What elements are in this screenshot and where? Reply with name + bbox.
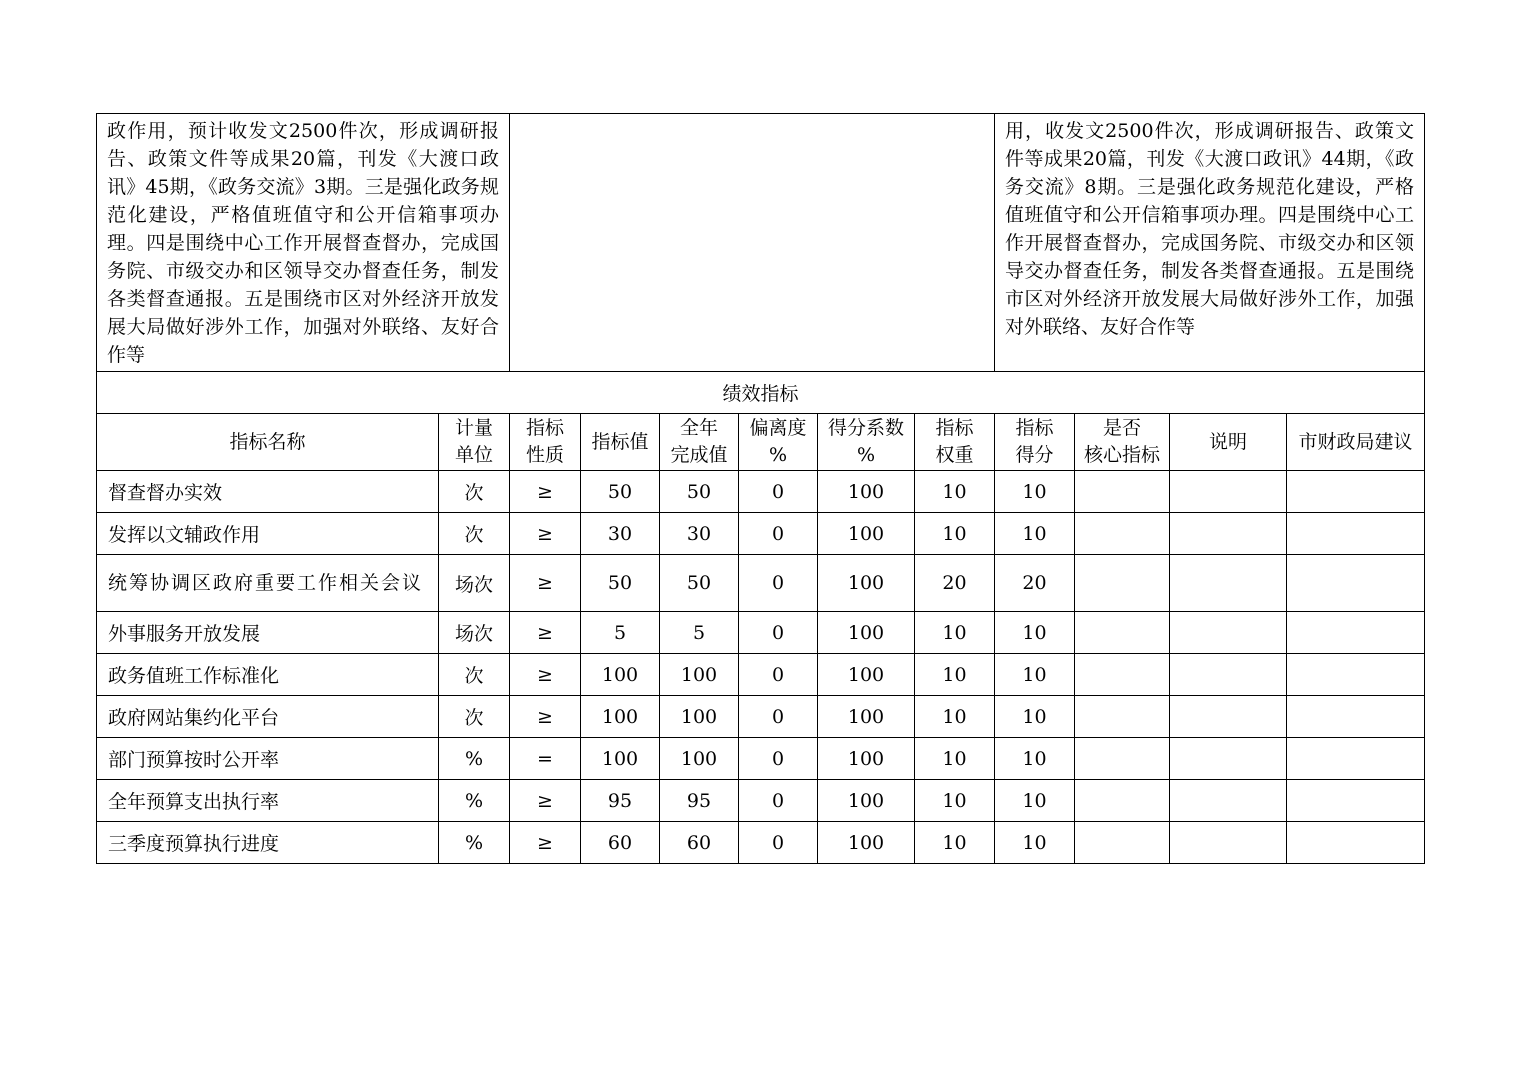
header-weight: 指标 权重 (915, 414, 995, 471)
core-cell (1075, 780, 1170, 822)
indicator-name: 发挥以文辅政作用 (97, 513, 439, 555)
nature-cell: ≥ (510, 822, 581, 864)
performance-sheet (96, 113, 1424, 864)
indicator-name: 部门预算按时公开率 (97, 738, 439, 780)
suggestion-cell (1287, 654, 1425, 696)
actual-cell: 100 (660, 696, 739, 738)
header-deviation: 偏离度 % (739, 414, 818, 471)
coefficient-cell: 100 (818, 612, 915, 654)
weight-cell: 10 (915, 471, 995, 513)
target-cell: 100 (581, 738, 660, 780)
actual-cell: 50 (660, 555, 739, 612)
score-cell: 20 (995, 555, 1075, 612)
header-name: 指标名称 (97, 414, 439, 471)
unit-cell: 场次 (439, 612, 510, 654)
target-cell: 95 (581, 780, 660, 822)
header-suggestion: 市财政局建议 (1287, 414, 1425, 471)
table-row (97, 780, 1425, 822)
weight-cell: 10 (915, 822, 995, 864)
suggestion-cell (1287, 471, 1425, 513)
core-cell (1075, 696, 1170, 738)
note-cell (1170, 612, 1287, 654)
target-cell: 5 (581, 612, 660, 654)
indicator-name: 外事服务开放发展 (97, 612, 439, 654)
suggestion-cell (1287, 696, 1425, 738)
header-core: 是否 核心指标 (1075, 414, 1170, 471)
coefficient-cell: 100 (818, 696, 915, 738)
suggestion-cell (1287, 738, 1425, 780)
weight-cell: 10 (915, 780, 995, 822)
core-cell (1075, 513, 1170, 555)
completed-work-text: 用，收发文2500件次，形成调研报告、政策文件等成果20篇，刊发《大渡口政讯》44期，《政务交流》8期。三是强化政务规范化建设，严格值班值守和公开信箱事项办理。四是围绕中心工作开展督查督办，完成国务院、市级交办和区领导交办督查任务，制发各类督查通报。五是围绕市区对外经济开放发展大局做好涉外工作，加强对外联络、友好合作等 (995, 114, 1425, 372)
header-note: 说明 (1170, 414, 1287, 471)
nature-cell: ≥ (510, 513, 581, 555)
header-unit: 计量 单位 (439, 414, 510, 471)
note-cell (1170, 780, 1287, 822)
unit-cell: % (439, 822, 510, 864)
score-cell: 10 (995, 780, 1075, 822)
suggestion-cell (1287, 822, 1425, 864)
nature-cell: ≥ (510, 471, 581, 513)
weight-cell: 10 (915, 654, 995, 696)
indicator-name: 政府网站集约化平台 (97, 696, 439, 738)
suggestion-cell (1287, 513, 1425, 555)
note-cell (1170, 738, 1287, 780)
coefficient-cell: 100 (818, 513, 915, 555)
weight-cell: 10 (915, 612, 995, 654)
middle-empty-cell (510, 114, 995, 372)
weight-cell: 10 (915, 696, 995, 738)
actual-cell: 5 (660, 612, 739, 654)
table-row (97, 612, 1425, 654)
note-cell (1170, 555, 1287, 612)
coefficient-cell: 100 (818, 471, 915, 513)
coefficient-cell: 100 (818, 555, 915, 612)
deviation-cell: 0 (739, 738, 818, 780)
indicator-name: 督查督办实效 (97, 471, 439, 513)
target-cell: 50 (581, 471, 660, 513)
unit-cell: % (439, 738, 510, 780)
actual-cell: 50 (660, 471, 739, 513)
indicator-name: 统筹协调区政府重要工作相关会议 (97, 555, 439, 612)
core-cell (1075, 471, 1170, 513)
actual-cell: 100 (660, 654, 739, 696)
unit-cell: 次 (439, 654, 510, 696)
weight-cell: 10 (915, 513, 995, 555)
nature-cell: ≥ (510, 696, 581, 738)
score-cell: 10 (995, 696, 1075, 738)
indicator-name: 三季度预算执行进度 (97, 822, 439, 864)
nature-cell: ≥ (510, 555, 581, 612)
unit-cell: 次 (439, 513, 510, 555)
table-row (97, 696, 1425, 738)
suggestion-cell (1287, 780, 1425, 822)
table-row (97, 822, 1425, 864)
deviation-cell: 0 (739, 822, 818, 864)
unit-cell: 场次 (439, 555, 510, 612)
core-cell (1075, 654, 1170, 696)
deviation-cell: 0 (739, 780, 818, 822)
section-title: 绩效指标 (97, 372, 1425, 414)
deviation-cell: 0 (739, 513, 818, 555)
suggestion-cell (1287, 555, 1425, 612)
header-score: 指标 得分 (995, 414, 1075, 471)
score-cell: 10 (995, 471, 1075, 513)
coefficient-cell: 100 (818, 738, 915, 780)
planned-work-text: 政作用，预计收发文2500件次，形成调研报告、政策文件等成果20篇，刊发《大渡口政讯》45期，《政务交流》3期。三是强化政务规范化建设，严格值班值守和公开信箱事项办理。四是围绕中心工作开展督查督办，完成国务院、市级交办和区领导交办督查任务，制发各类督查通报。五是围绕市区对外经济开放发展大局做好涉外工作，加强对外联络、友好合作等 (97, 114, 510, 372)
core-cell (1075, 738, 1170, 780)
score-cell: 10 (995, 822, 1075, 864)
header-nature: 指标 性质 (510, 414, 581, 471)
nature-cell: ≥ (510, 612, 581, 654)
indicator-name: 政务值班工作标准化 (97, 654, 439, 696)
target-cell: 30 (581, 513, 660, 555)
score-cell: 10 (995, 612, 1075, 654)
note-cell (1170, 654, 1287, 696)
performance-table (96, 113, 1425, 864)
core-cell (1075, 555, 1170, 612)
target-cell: 60 (581, 822, 660, 864)
target-cell: 50 (581, 555, 660, 612)
actual-cell: 60 (660, 822, 739, 864)
deviation-cell: 0 (739, 471, 818, 513)
summary-row (97, 114, 1425, 372)
deviation-cell: 0 (739, 612, 818, 654)
deviation-cell: 0 (739, 654, 818, 696)
table-row (97, 738, 1425, 780)
header-row (97, 414, 1425, 471)
core-cell (1075, 612, 1170, 654)
unit-cell: 次 (439, 696, 510, 738)
nature-cell: ≥ (510, 654, 581, 696)
indicator-name: 全年预算支出执行率 (97, 780, 439, 822)
target-cell: 100 (581, 654, 660, 696)
unit-cell: % (439, 780, 510, 822)
score-cell: 10 (995, 654, 1075, 696)
coefficient-cell: 100 (818, 822, 915, 864)
note-cell (1170, 822, 1287, 864)
score-cell: 10 (995, 738, 1075, 780)
coefficient-cell: 100 (818, 780, 915, 822)
table-row (97, 471, 1425, 513)
note-cell (1170, 513, 1287, 555)
actual-cell: 100 (660, 738, 739, 780)
nature-cell: ≥ (510, 780, 581, 822)
actual-cell: 30 (660, 513, 739, 555)
weight-cell: 20 (915, 555, 995, 612)
deviation-cell: 0 (739, 696, 818, 738)
note-cell (1170, 471, 1287, 513)
deviation-cell: 0 (739, 555, 818, 612)
table-row (97, 555, 1425, 612)
note-cell (1170, 696, 1287, 738)
header-coefficient: 得分系数 % (818, 414, 915, 471)
suggestion-cell (1287, 612, 1425, 654)
table-row (97, 513, 1425, 555)
unit-cell: 次 (439, 471, 510, 513)
actual-cell: 95 (660, 780, 739, 822)
weight-cell: 10 (915, 738, 995, 780)
core-cell (1075, 822, 1170, 864)
coefficient-cell: 100 (818, 654, 915, 696)
header-actual: 全年 完成值 (660, 414, 739, 471)
score-cell: 10 (995, 513, 1075, 555)
table-row (97, 654, 1425, 696)
target-cell: 100 (581, 696, 660, 738)
nature-cell: = (510, 738, 581, 780)
header-target: 指标值 (581, 414, 660, 471)
